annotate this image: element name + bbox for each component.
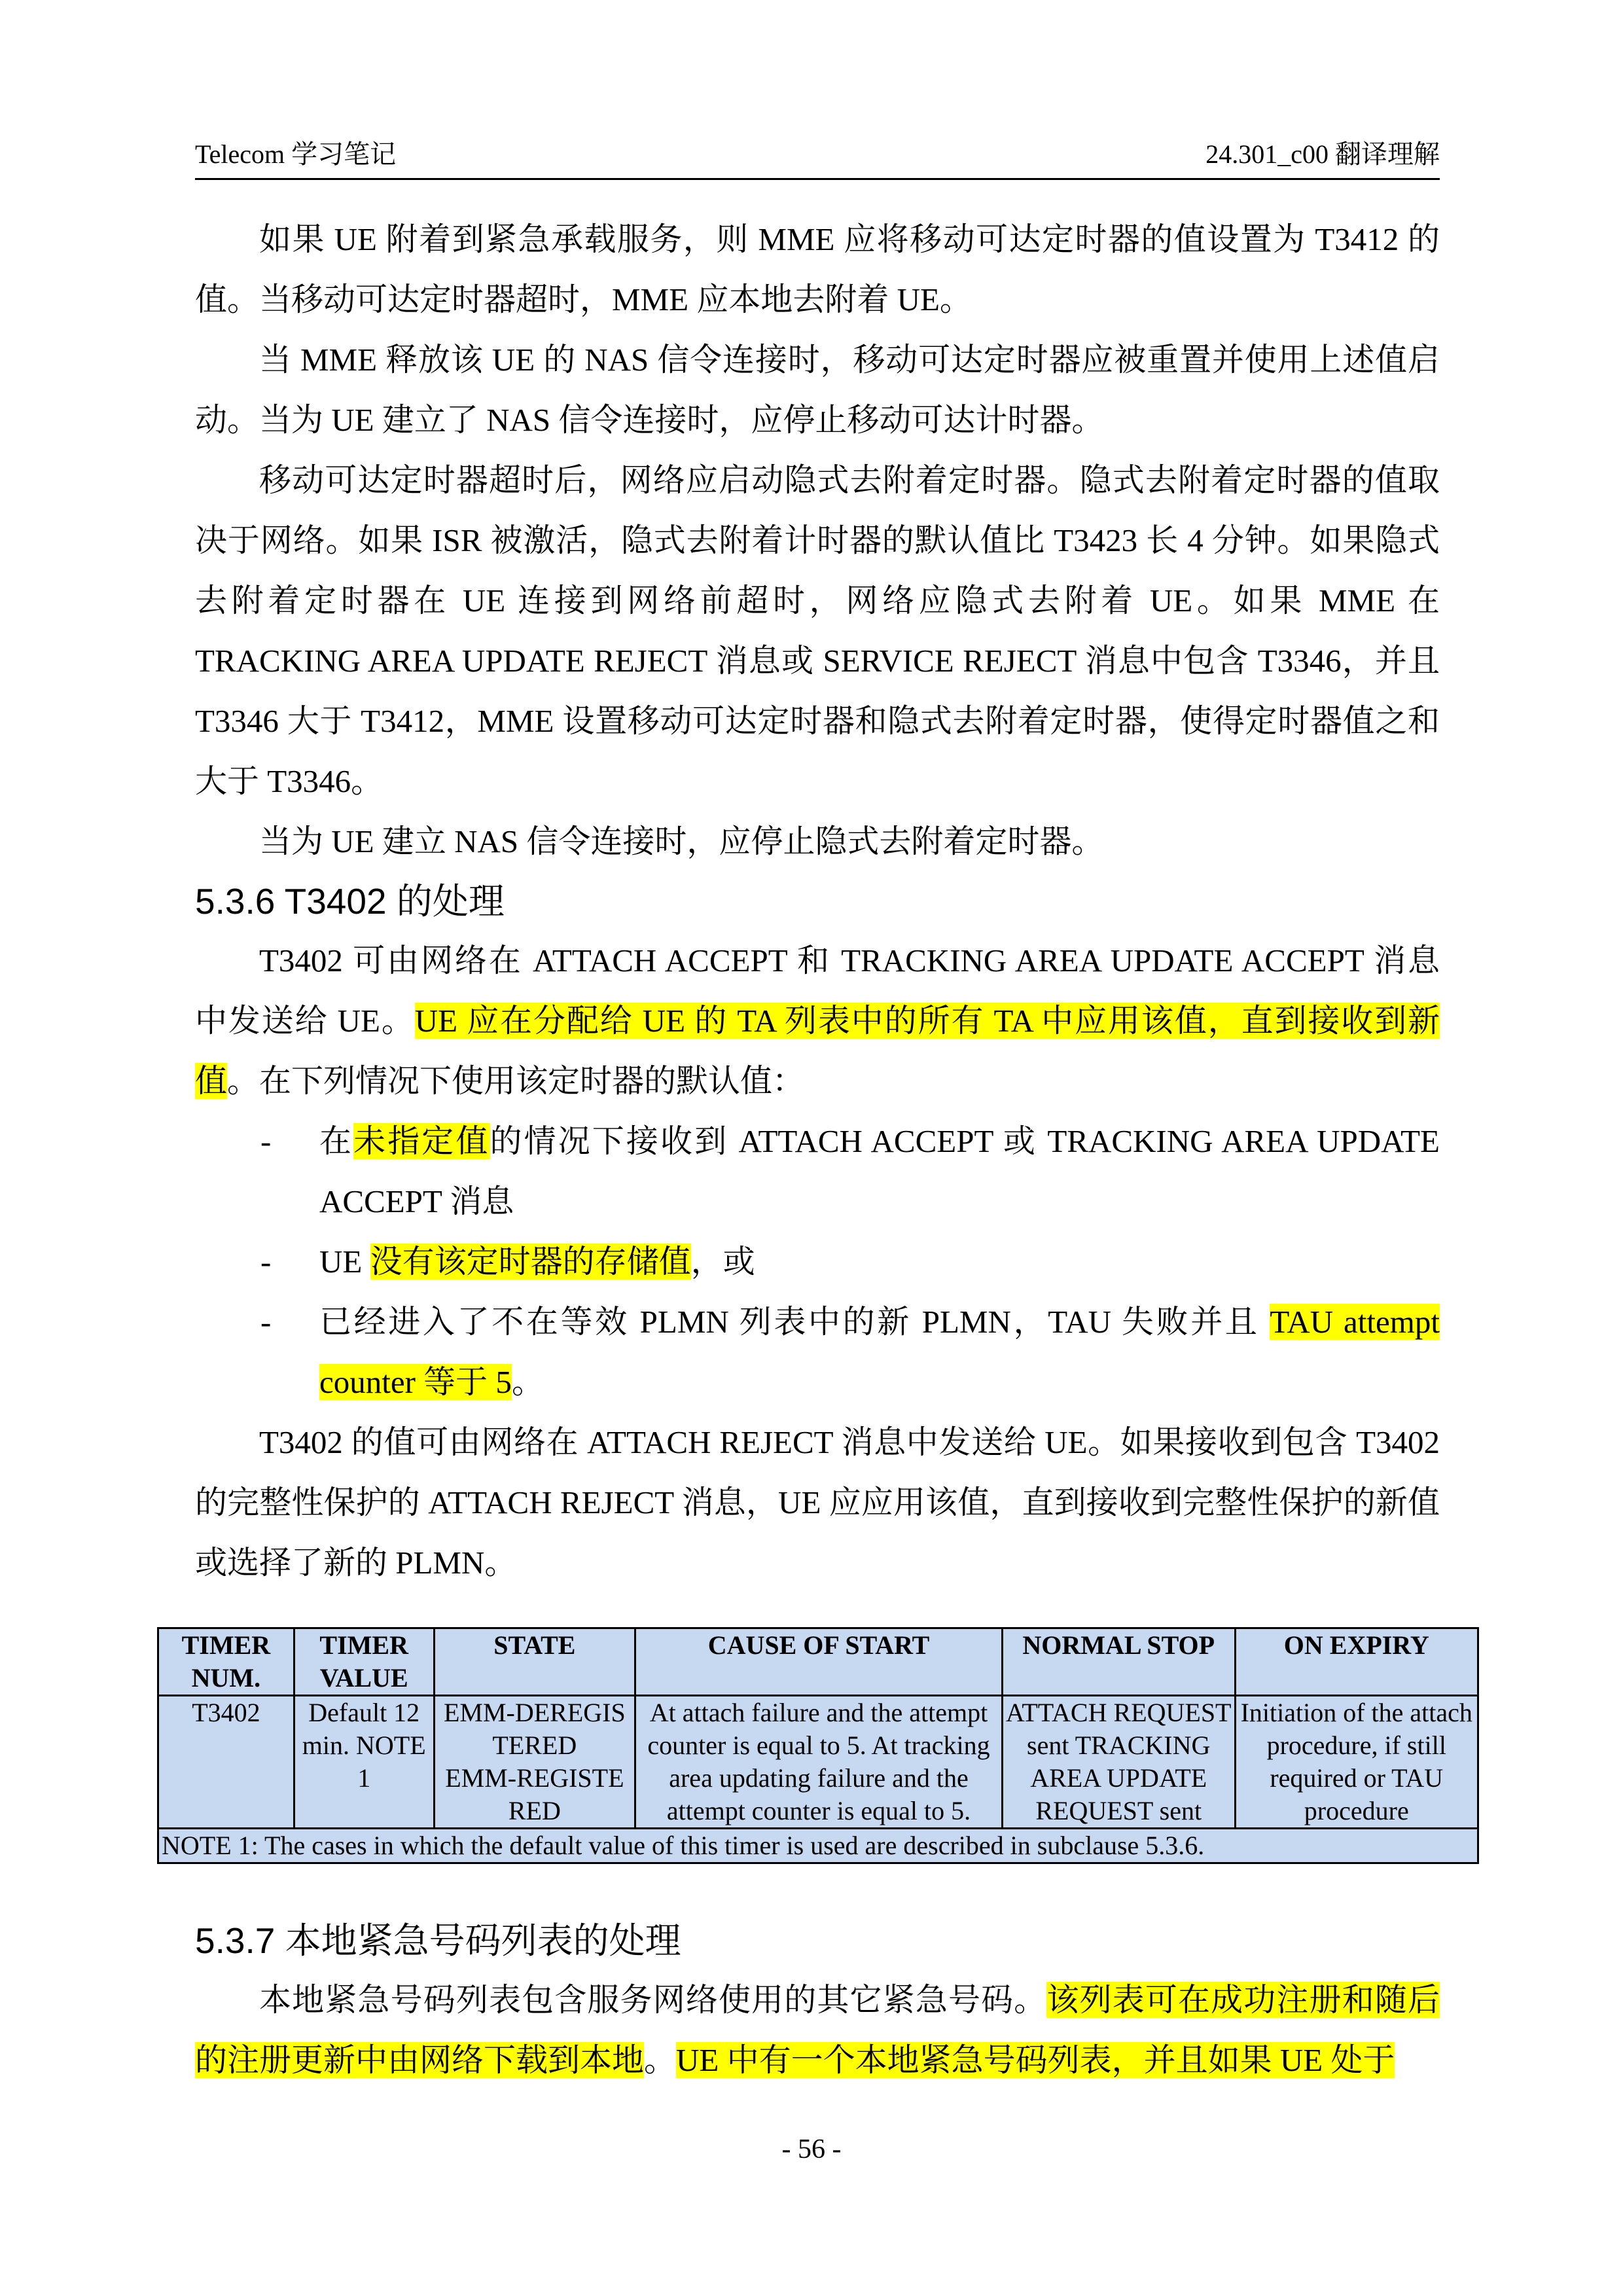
list-item (195, 1292, 1440, 1412)
table-note-row (158, 1829, 1478, 1863)
bullet-dash: - (260, 1304, 272, 1340)
on-expiry-cell: Initiation of the attach procedure, if still required or TAU procedure (1235, 1696, 1478, 1829)
paragraph (195, 1970, 1440, 2090)
column-header: NORMAL STOP (1002, 1628, 1235, 1696)
column-header: STATE (434, 1628, 635, 1696)
table-row (158, 1696, 1478, 1829)
bullet-dash: - (260, 1123, 272, 1159)
text-run: 。 (511, 1364, 544, 1400)
list-item (195, 1232, 1440, 1292)
text-run: 在 (319, 1123, 354, 1159)
paragraph: 当为 UE 建立 NAS 信令连接时，应停止隐式去附着定时器。 (259, 823, 1104, 859)
text-run: T3402 可由网络在 ATTACH ACCEPT 和 TRACKING AREA UPDATE ACCEPT 消息中发送给 UE。 (195, 942, 1440, 1039)
timer-value-cell: Default 12 min. NOTE 1 (294, 1696, 434, 1829)
text-run: 。在下列情况下使用该定时器的默认值： (227, 1063, 805, 1099)
state-value: EMM-DEREGISTERED (443, 1698, 626, 1760)
table-header-row (158, 1628, 1478, 1696)
normal-stop-cell: ATTACH REQUEST sent TRACKING AREA UPDATE REQUEST sent (1002, 1696, 1235, 1829)
header-doc-id: 24.301_c00 翻译理解 (1205, 139, 1440, 169)
highlighted-text: UE 应在分配给 UE 的 TA 列表中的所有 TA 中应用该值，直到接收到新值 (195, 1003, 1440, 1099)
column-header: ON EXPIRY (1235, 1628, 1478, 1696)
highlighted-text: 该列表可在成功注册和随后的注册更新中由网络下载到本地 (195, 1982, 1440, 2078)
text-run: ，或 (690, 1244, 755, 1280)
paragraph: 如果 UE 附着到紧急承载服务，则 MME 应将移动可达定时器的值设置为 T3412 的值。当移动可达定时器超时，MME 应本地去附着 UE。 (195, 221, 1440, 317)
highlighted-text: 未指定值 (353, 1123, 490, 1159)
table-note: NOTE 1: The cases in which the default value of this timer is used are described in subclause 5.3.6. (158, 1829, 1478, 1863)
column-header: TIMER VALUE (294, 1628, 434, 1696)
page-number: - 56 - (781, 2134, 842, 2164)
timer-table (157, 1627, 1479, 1864)
paragraph (195, 931, 1440, 1111)
timer-num-cell: T3402 (158, 1696, 294, 1829)
text-run: UE (319, 1244, 370, 1280)
column-header: CAUSE OF START (635, 1628, 1003, 1696)
text-run: 的情况下接收到 ATTACH ACCEPT 或 TRACKING AREA UPDATE ACCEPT 消息 (319, 1123, 1440, 1219)
text-run: 已经进入了不在等效 PLMN 列表中的新 PLMN，TAU 失败并且 (319, 1304, 1270, 1340)
header-title: Telecom 学习笔记 (195, 139, 397, 169)
highlighted-text: 没有该定时器的存储值 (370, 1244, 691, 1280)
highlighted-text: TAU attempt counter 等于 5 (319, 1304, 1440, 1400)
cause-cell: At attach failure and the attempt counter is equal to 5. At tracking area updating failure and the attempt counter is equal to 5. (635, 1696, 1003, 1829)
highlighted-text: UE 中有一个本地紧急号码列表，并且如果 UE 处于 (676, 2042, 1395, 2078)
paragraph: 当 MME 释放该 UE 的 NAS 信令连接时，移动可达定时器应被重置并使用上述值启动。当为 UE 建立了 NAS 信令连接时，应停止移动可达计时器。 (195, 342, 1440, 438)
paragraph: T3402 的值可由网络在 ATTACH REJECT 消息中发送给 UE。如果接收到包含 T3402 的完整性保护的 ATTACH REJECT 消息，UE 应应用该值，直到接收到完整性保护的新值或选择了新的 PLMN。 (195, 1424, 1440, 1581)
page-header (195, 135, 1440, 180)
paragraph: 移动可达定时器超时后，网络应启动隐式去附着定时器。隐式去附着定时器的值取决于网络。如果 ISR 被激活，隐式去附着计时器的默认值比 T3423 长 4 分钟。如果隐式去附着定时器在 UE 连接到网络前超时，网络应隐式去附着 UE。如果 MME 在 TRACKING AREA UPDATE REJECT 消息或 SERVICE REJECT 消息中包含 T3346，并且 T3346 大于 T3412，MME 设置移动可达定时器和隐式去附着定时器，使得定时器值之和大于 T3346。 (195, 462, 1440, 799)
section-5-3-7 (195, 1911, 1440, 2090)
section-heading: 5.3.6 T3402 的处理 (195, 881, 505, 922)
list-item (195, 1111, 1440, 1232)
text-run: 。 (644, 2042, 677, 2078)
state-value: EMM-REGISTERED (445, 1763, 624, 1825)
section-heading: 5.3.7 本地紧急号码列表的处理 (195, 1920, 681, 1961)
body-content (195, 209, 1440, 1593)
bullet-dash: - (260, 1244, 272, 1280)
state-cell (434, 1696, 635, 1829)
column-header: TIMER NUM. (158, 1628, 294, 1696)
text-run: 本地紧急号码列表包含服务网络使用的其它紧急号码。 (259, 1982, 1047, 2018)
